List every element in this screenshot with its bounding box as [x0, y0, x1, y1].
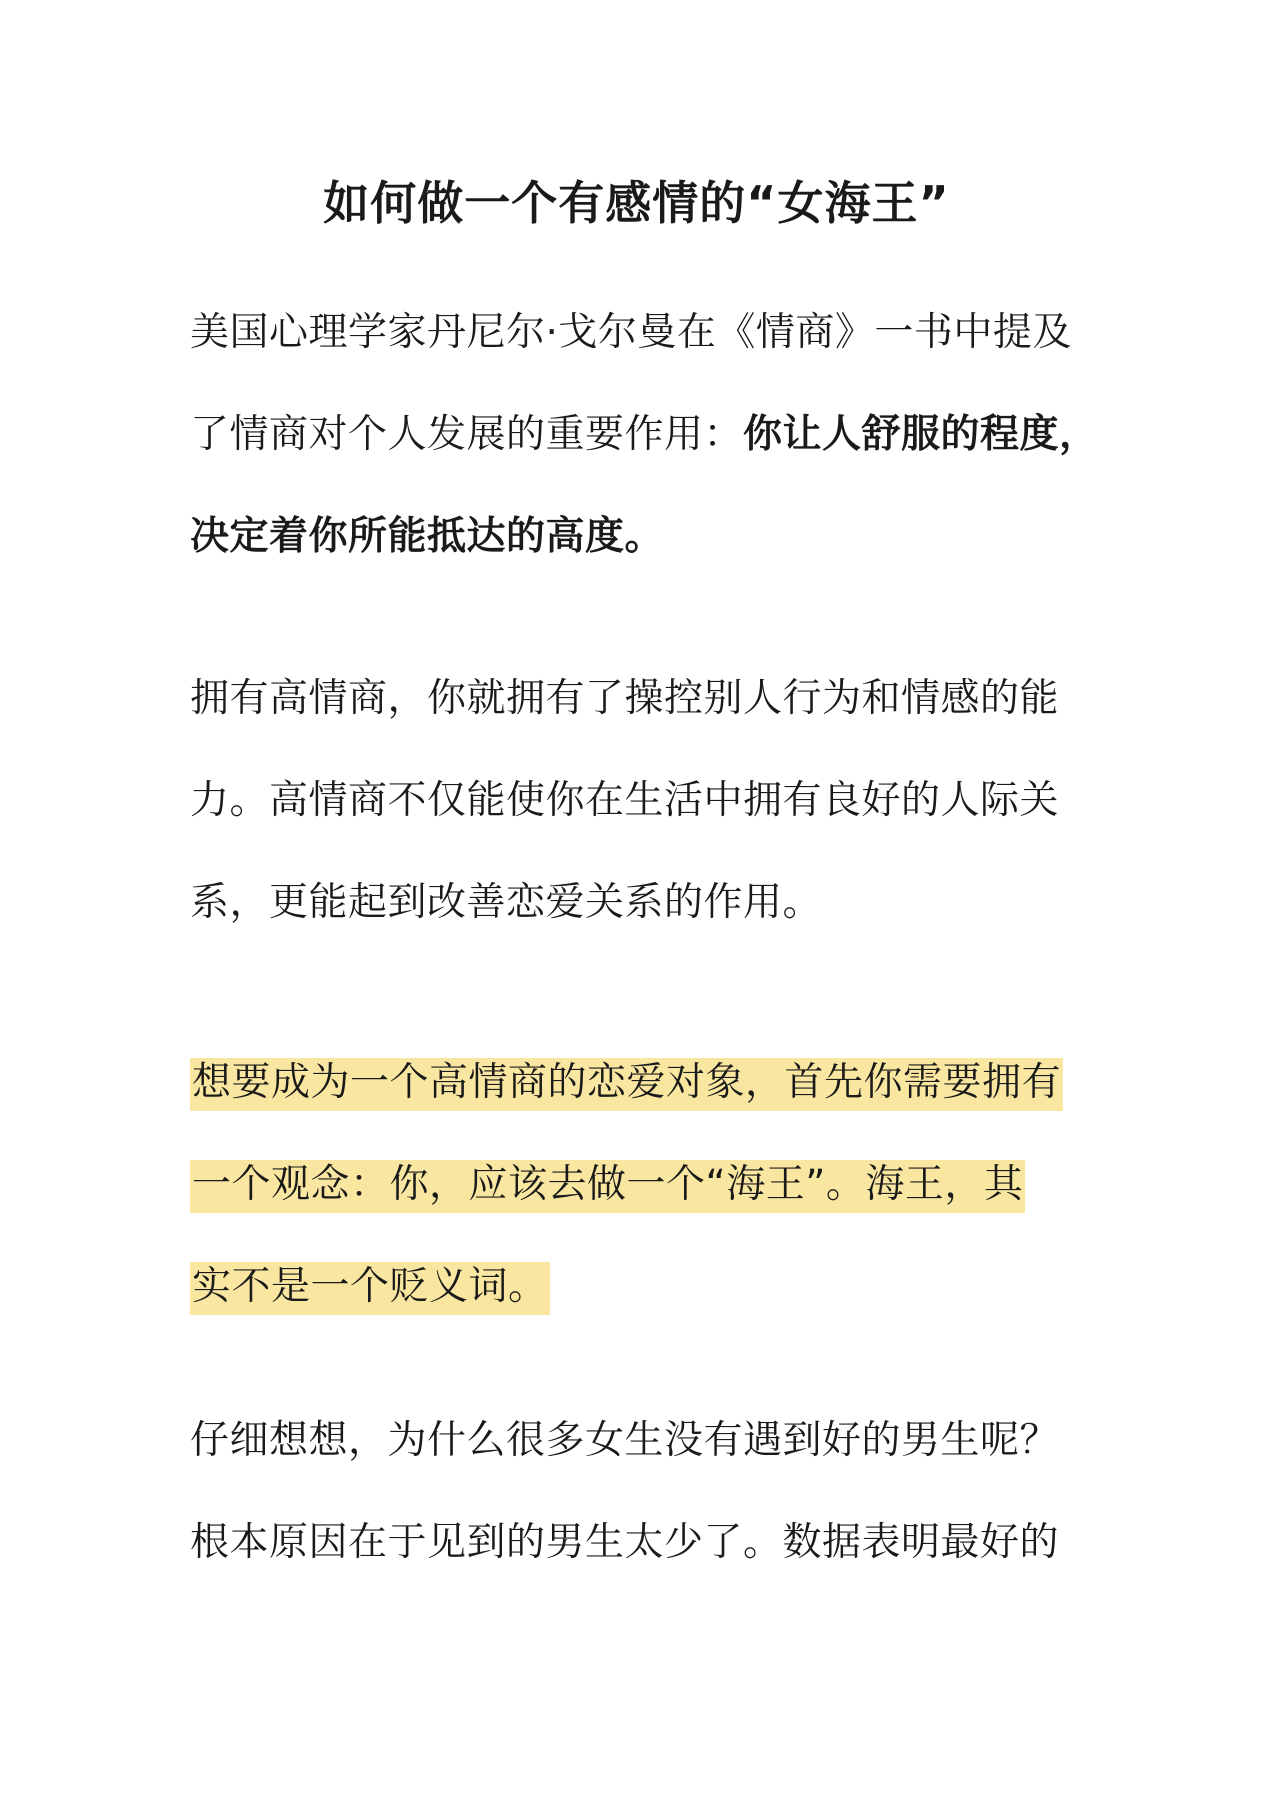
paragraph-line: 美国心理学家丹尼尔·戈尔曼在《情商》一书中提及: [190, 310, 1072, 355]
highlighted-line: [190, 1048, 1063, 1118]
highlighted-line: [190, 1252, 550, 1322]
paragraph-line: 系，更能起到改善恋爱关系的作用。: [190, 880, 823, 925]
normal-text: 了情商对个人发展的重要作用：: [190, 412, 744, 457]
paragraph-line: 力。高情商不仅能使你在生活中拥有良好的人际关: [190, 778, 1060, 823]
paragraph-line: 根本原因在于见到的男生太少了。数据表明最好的: [190, 1520, 1060, 1565]
paragraph-line: [190, 400, 1099, 470]
highlight-mark: 实不是一个贬义词。: [190, 1262, 550, 1315]
highlighted-line: [190, 1150, 1025, 1220]
highlight-mark: 想要成为一个高情商的恋爱对象，首先你需要拥有: [190, 1058, 1063, 1111]
highlight-mark: 一个观念：你，应该去做一个“海王”。海王，其: [190, 1160, 1025, 1213]
paragraph-line: 拥有高情商，你就拥有了操控别人行为和情感的能: [190, 676, 1060, 721]
bold-line: 决定着你所能抵达的高度。: [190, 514, 665, 559]
paragraph-line: 仔细想想，为什么很多女生没有遇到好的男生呢？: [190, 1418, 1060, 1463]
page-title: 如何做一个有感情的“女海王”: [323, 176, 950, 230]
bold-text: 你让人舒服的程度，: [743, 412, 1099, 457]
